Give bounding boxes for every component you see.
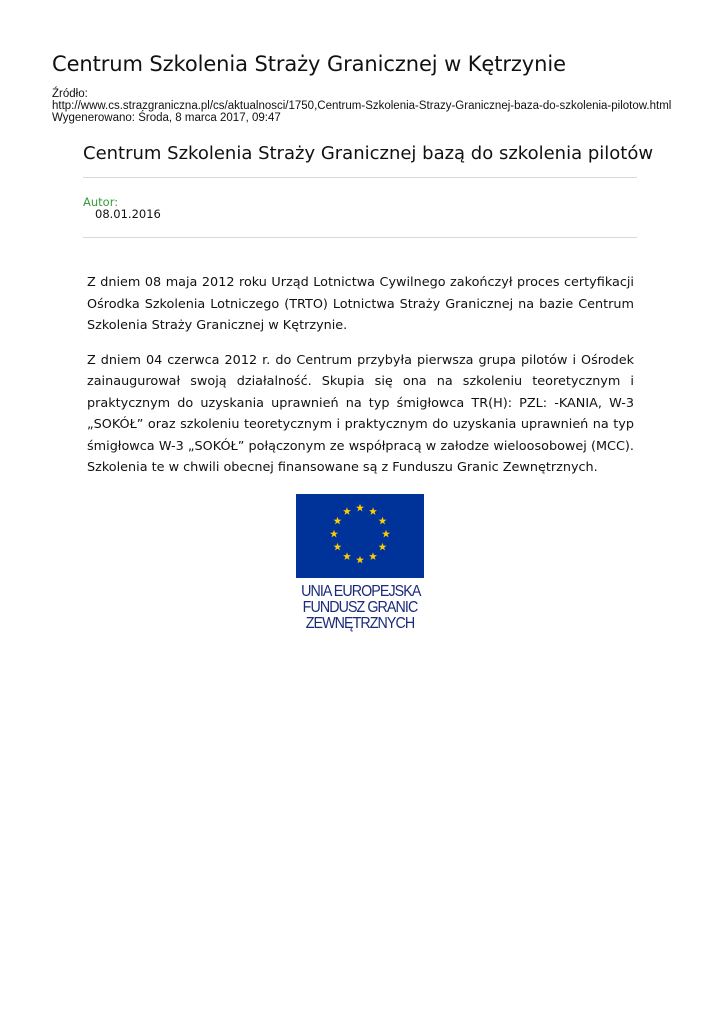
paragraph: Z dniem 08 maja 2012 roku Urząd Lotnictwa Cywilnego zakończył proces certyfikacji Ośrodka Szkolenia Lotniczego (TRTO) Lotnictwa Straży Granicznej na bazie Centrum Szkolenia Straży Granicznej w Kętrzynie. bbox=[87, 275, 634, 333]
author-label: Autor: bbox=[83, 195, 119, 209]
article-title: Centrum Szkolenia Straży Granicznej bazą do szkolenia pilotów bbox=[83, 143, 654, 164]
eu-logo-line: UNIA EUROPEJSKA bbox=[301, 583, 421, 600]
divider bbox=[83, 237, 637, 238]
eu-logo-line: FUNDUSZ GRANIC bbox=[302, 599, 418, 616]
source-url[interactable]: http://www.cs.strazgraniczna.pl/cs/aktualnosci/1750,Centrum-Szkolenia-Strazy-Granicznej-baza-do-szkolenia-pilotow.html bbox=[52, 100, 672, 112]
article-body bbox=[87, 272, 634, 492]
site-title: Centrum Szkolenia Straży Granicznej w Kętrzynie bbox=[52, 52, 566, 76]
eu-flag-icon bbox=[296, 494, 424, 578]
eu-fund-logo bbox=[296, 494, 424, 632]
article-date: 08.01.2016 bbox=[95, 207, 161, 221]
eu-logo-line: ZEWNĘTRZNYCH bbox=[305, 615, 415, 632]
document-meta bbox=[52, 88, 672, 124]
source-label: Źródło: bbox=[52, 88, 88, 100]
paragraph: Z dniem 04 czerwca 2012 r. do Centrum przybyła pierwsza grupa pilotów i Ośrodek zainaugurował swoją działalność. Skupia się ona na szkoleniu teoretycznym i praktycznym do uzyskania uprawnień na typ śmigłowca TR(H): PZL: -KANIA, W-3 „SOKÓŁ” oraz szkoleniu teoretycznym i praktycznym do uzyskania uprawnień na typ śmigłowca W-3 „SOKÓŁ” połączonym ze współpracą w załodze wieloosobowej (MCC). Szkolenia te w chwili obecnej finansowane są z Funduszu Granic Zewnętrznych. bbox=[87, 352, 634, 475]
divider bbox=[83, 177, 637, 178]
eu-logo-text bbox=[301, 584, 419, 632]
generated-timestamp: Wygenerowano: Środa, 8 marca 2017, 09:47 bbox=[52, 112, 281, 124]
